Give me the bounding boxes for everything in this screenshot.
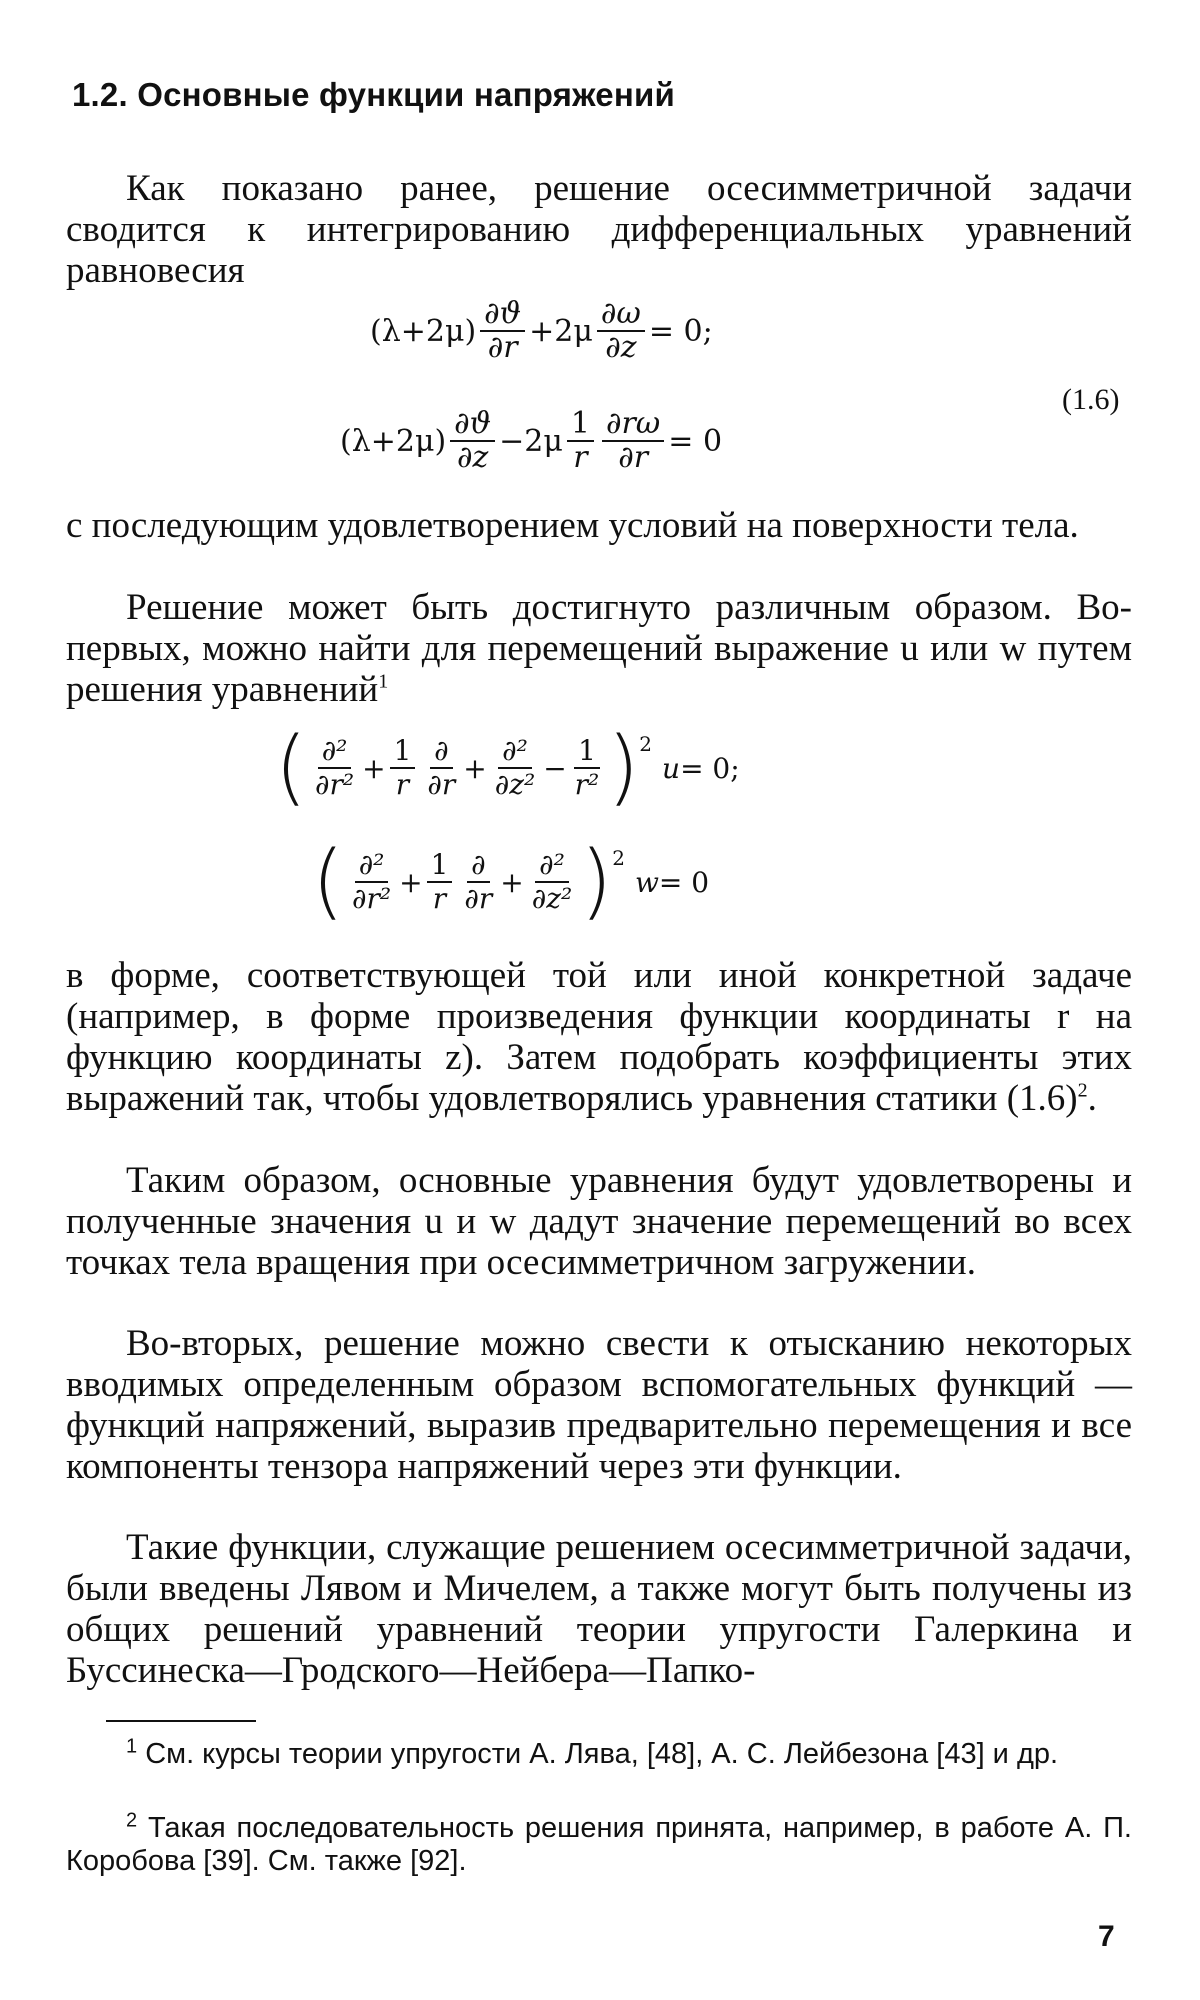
section-heading: 1.2. Основные функции напряжений: [72, 76, 675, 113]
equation-1-6-line-1: [370, 298, 713, 364]
displacement-equation-u: ( $\frac{\text{∂²}}{\text{∂r²}}$ + $\frac{1}{r}$ $\frac{\partial}{\partial r}$ + $\frac{\text{∂²}}{\text{∂z²}}$ − $\frac{1}{\text{r²}}$ ) 2 u = 0;: [275, 720, 740, 815]
page-number: 7: [1098, 1920, 1115, 1953]
right-parenthesis: ): [607, 720, 640, 815]
eq-rhs: = 0;: [648, 313, 713, 349]
eq-rhs: = 0: [668, 423, 723, 459]
paragraph-love-michell: Такие функции, служащие решением осесимметричной задачи, были введены Лявом и Мичелем, а также могут быть получены из общих решений уравнений теории упругости Галеркина и Буссинеска—Гродского—Нейбера—Папко-: [66, 1527, 1132, 1691]
paragraph-after-equation: с последующим удовлетворением условий на поверхности тела.: [66, 505, 1079, 546]
eq-term: −2μ: [499, 423, 563, 459]
paragraph-form: в форме, соответствующей той или иной конкретной задаче (например, в форме произведения функции координаты r на функцию координаты z). Затем подобрать коэффициенты этих выражений так, чтобы удовлетворялись уравнения статики (1.6)$^2$.: [66, 955, 1132, 1119]
eq-fraction: $\frac{\partial ϑ}{\partial r}$: [480, 298, 525, 364]
left-parenthesis: (: [275, 720, 307, 815]
eq-fraction: $\frac{\partial ϑ}{\partial z}$: [450, 408, 495, 474]
paragraph-conclusion: Таким образом, основные уравнения будут удовлетворены и полученные значения u и w дадут значение перемещений во всех точках тела вращения при осесимметричном загружении.: [66, 1160, 1132, 1283]
eq-coefficient: (λ+2μ): [370, 313, 477, 349]
paragraph-second-method: Во-вторых, решение можно свести к отысканию некоторых вводимых определенным образом вспомогательных функций — функций напряжений, выразив предварительно перемещения и все компоненты тензора напряжений через эти функции.: [66, 1323, 1132, 1487]
footnote-1: $^1$ См. курсы теории упругости А. Лява, [48], А. С. Лейбезона [43] и др.: [126, 1735, 1059, 1770]
eq-fraction: $\frac{1}{r}$: [567, 408, 594, 474]
paragraph-intro: Как показано ранее, решение осесимметричной задачи сводится к интегрированию дифференциальных уравнений равновесия: [66, 168, 1132, 291]
footnote-ref-2: 2: [1077, 1079, 1088, 1102]
footnote-2: $^2$ Такая последовательность решения принята, например, в работе А. П. Коробова [39]. См. также [92].: [66, 1809, 1132, 1877]
left-parenthesis: (: [312, 834, 344, 929]
displacement-equation-w: ( $\frac{\text{∂²}}{\text{∂r²}}$ + $\frac{1}{r}$ $\frac{\partial}{\partial r}$ + $\frac{\text{∂²}}{\text{∂z²}}$ ) 2 w = 0: [312, 834, 710, 929]
eq-fraction: $\frac{\partial\omega}{\partial z}$: [597, 298, 645, 364]
eq-fraction: $\frac{\partial r\omega}{\partial r}$: [602, 408, 664, 474]
footnote-ref-1: 1: [378, 670, 389, 693]
equation-1-6-line-2: [340, 408, 722, 474]
footnote-separator: [106, 1720, 256, 1722]
paragraph-first-method: Решение может быть достигнуто различным образом. Во-первых, можно найти для перемещений выражение u или w путем решения уравнений$^1$: [66, 587, 1132, 710]
eq-term: +2μ: [529, 313, 593, 349]
right-parenthesis: ): [580, 834, 613, 929]
equation-number: (1.6): [1062, 383, 1120, 416]
eq-coefficient: (λ+2μ): [340, 423, 447, 459]
